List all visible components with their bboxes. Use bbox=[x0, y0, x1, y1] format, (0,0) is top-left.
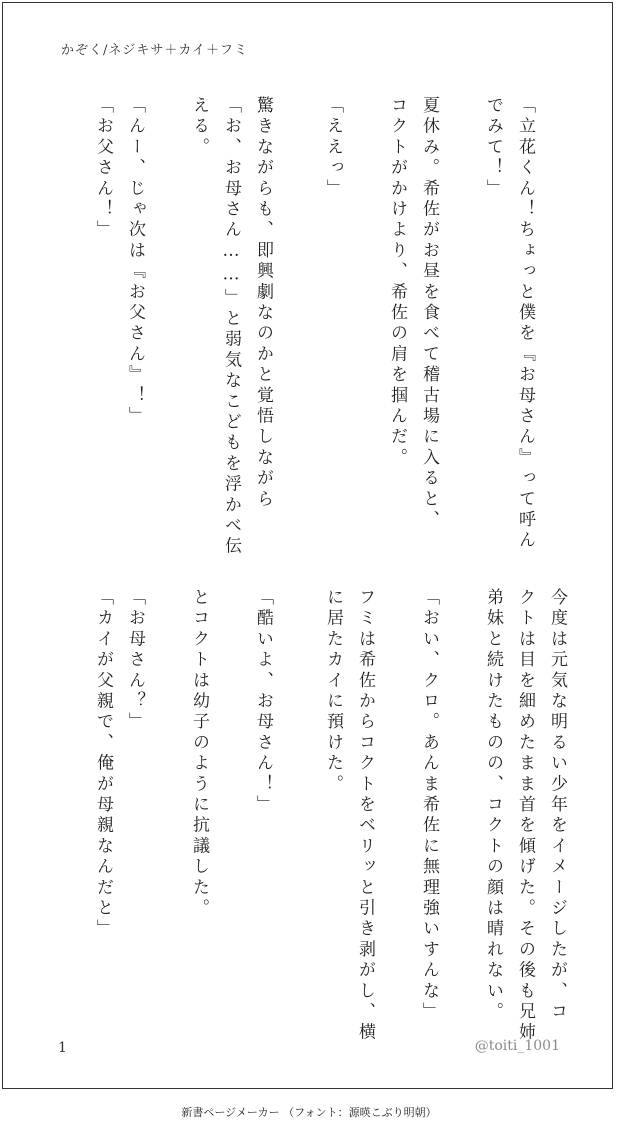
text-column: フミは希佐からコクトをベリッと引き剥がし、横 bbox=[355, 588, 375, 1044]
text-column: 「お父さん！」 bbox=[93, 96, 113, 241]
text-column: 「おい、クロ。あんま希佐に無理強いすんな」 bbox=[419, 588, 439, 1023]
text-column: とコクトは幼子のように抗議した。 bbox=[189, 588, 209, 920]
text-column: 弟妹と続けたものの、コクトの顔は晴れない。 bbox=[483, 588, 503, 1023]
text-column: 「んー、じゃ次は『お父さん』！」 bbox=[125, 96, 145, 428]
author-handle: @toiti_1001 bbox=[474, 1038, 560, 1054]
text-column: クトは目を細めたまま首を傾げた。その後も兄姉 bbox=[515, 588, 535, 1044]
page-number: 1 bbox=[58, 1040, 67, 1056]
text-column: える。 bbox=[189, 96, 209, 159]
text-column: 「立花くん！ちょっと僕を『お母さん』って呼ん bbox=[515, 96, 535, 552]
text-column: に居たカイに預けた。 bbox=[323, 588, 343, 795]
running-header: かぞく/ネジキサ＋カイ＋フミ bbox=[61, 43, 248, 58]
text-column: 「お、お母さん……」と弱気なこどもを浮かべ伝 bbox=[221, 96, 241, 558]
text-column: でみて！」 bbox=[483, 96, 503, 200]
text-column: 今度は元気な明るい少年をイメージしたが、コ bbox=[547, 588, 567, 1023]
text-column: 「酷いよ、お母さん！」 bbox=[253, 588, 273, 816]
book-page bbox=[2, 2, 613, 1089]
text-column: 「ええっ」 bbox=[323, 96, 343, 200]
text-column: 驚きながらも、即興劇なのかと覚悟しながら bbox=[253, 96, 273, 510]
footer-credit: 新書ページメーカー （フォント：源暎こぶり明朝） bbox=[181, 1106, 437, 1119]
text-column: 「お母さん？」 bbox=[125, 588, 145, 733]
text-column: 「カイが父親で、俺が母親なんだと」 bbox=[93, 588, 113, 940]
text-column: 夏休み。希佐がお昼を食べて稽古場に入ると、 bbox=[419, 96, 439, 531]
text-column: コクトがかけより、希佐の肩を掴んだ。 bbox=[387, 96, 407, 469]
